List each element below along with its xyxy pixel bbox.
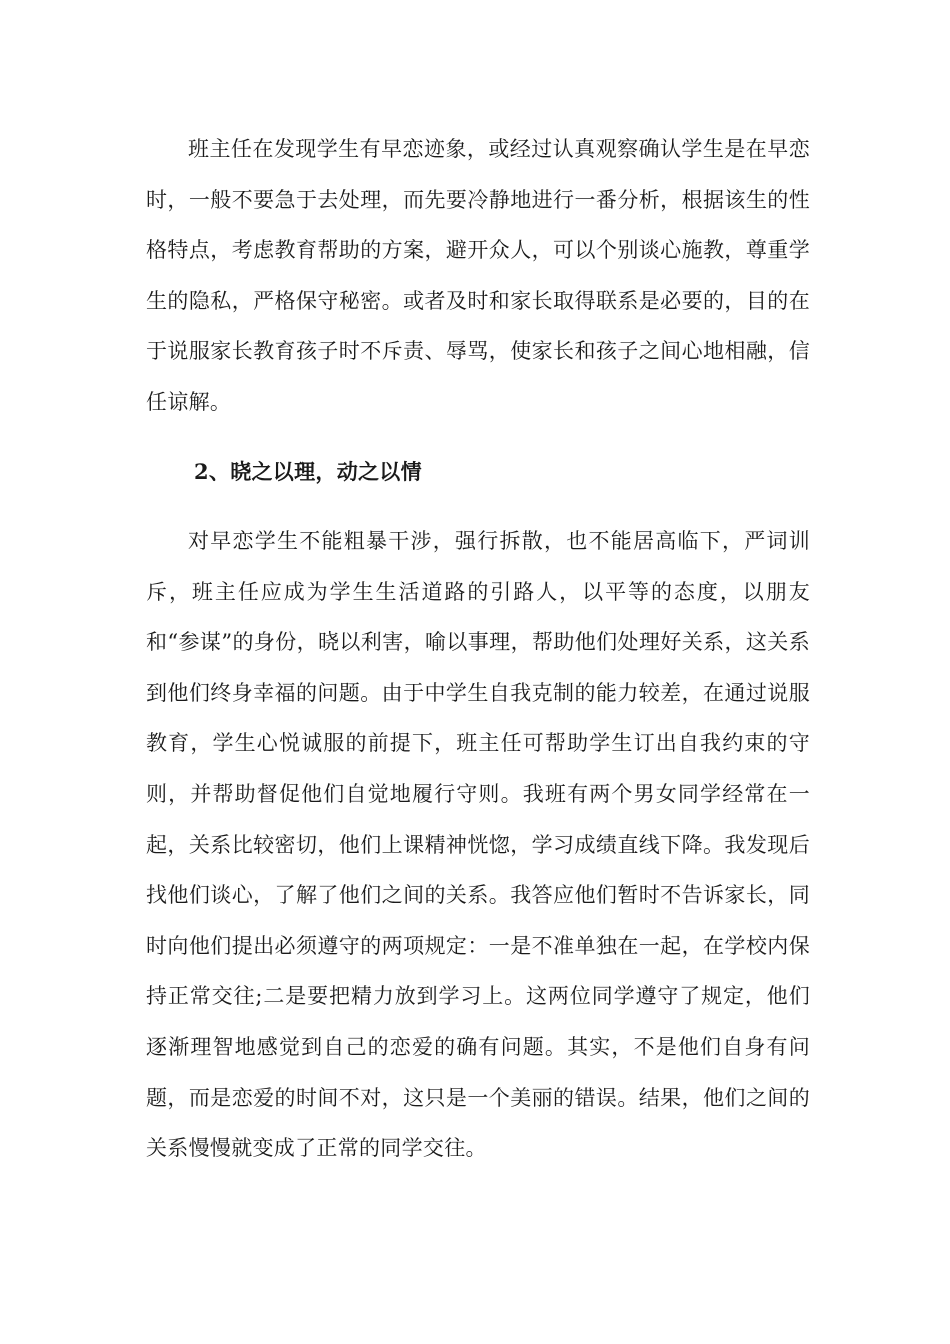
body-paragraph-2: 对早恋学生不能粗暴干涉，强行拆散，也不能居高临下，严词训斥，班主任应成为学生生活道路的引路人，以平等的态度，以朋友和“参谋”的身份，晓以利害，喻以事理，帮助他们处理好关系，这关系到他们终身幸福的问题。由于中学生自我克制的能力较差，在通过说服教育，学生心悦诚服的前提下，班主任可帮助学生订出自我约束的守则，并帮助督促他们自觉地履行守则。我班有两个男女同学经常在一起，关系比较密切，他们上课精神恍惚，学习成绩直线下降。我发现后找他们谈心，了解了他们之间的关系。我答应他们暂时不告诉家长，同时向他们提出必须遵守的两项规定：一是不准单独在一起，在学校内保持正常交往;二是要把精力放到学习上。这两位同学遵守了规定，他们逐渐理智地感觉到自己的恋爱的确有问题。其实，不是他们自身有问题，而是恋爱的时间不对，这只是一个美丽的错误。结果，他们之间的关系慢慢就变成了正常的同学交往。 [146,529,810,1161]
section-heading: 2、晓之以理，动之以情 [194,459,422,484]
body-paragraph-1: 班主任在发现学生有早恋迹象，或经过认真观察确认学生是在早恋时，一般不要急于去处理，而先要冷静地进行一番分析，根据该生的性格特点，考虑教育帮助的方案，避开众人，可以个别谈心施教，尊重学生的隐私，严格保守秘密。或者及时和家长取得联系是必要的，目的在于说服家长教育孩子时不斥责、辱骂，使家长和孩子之间心地相融，信任谅解。 [146,137,810,414]
